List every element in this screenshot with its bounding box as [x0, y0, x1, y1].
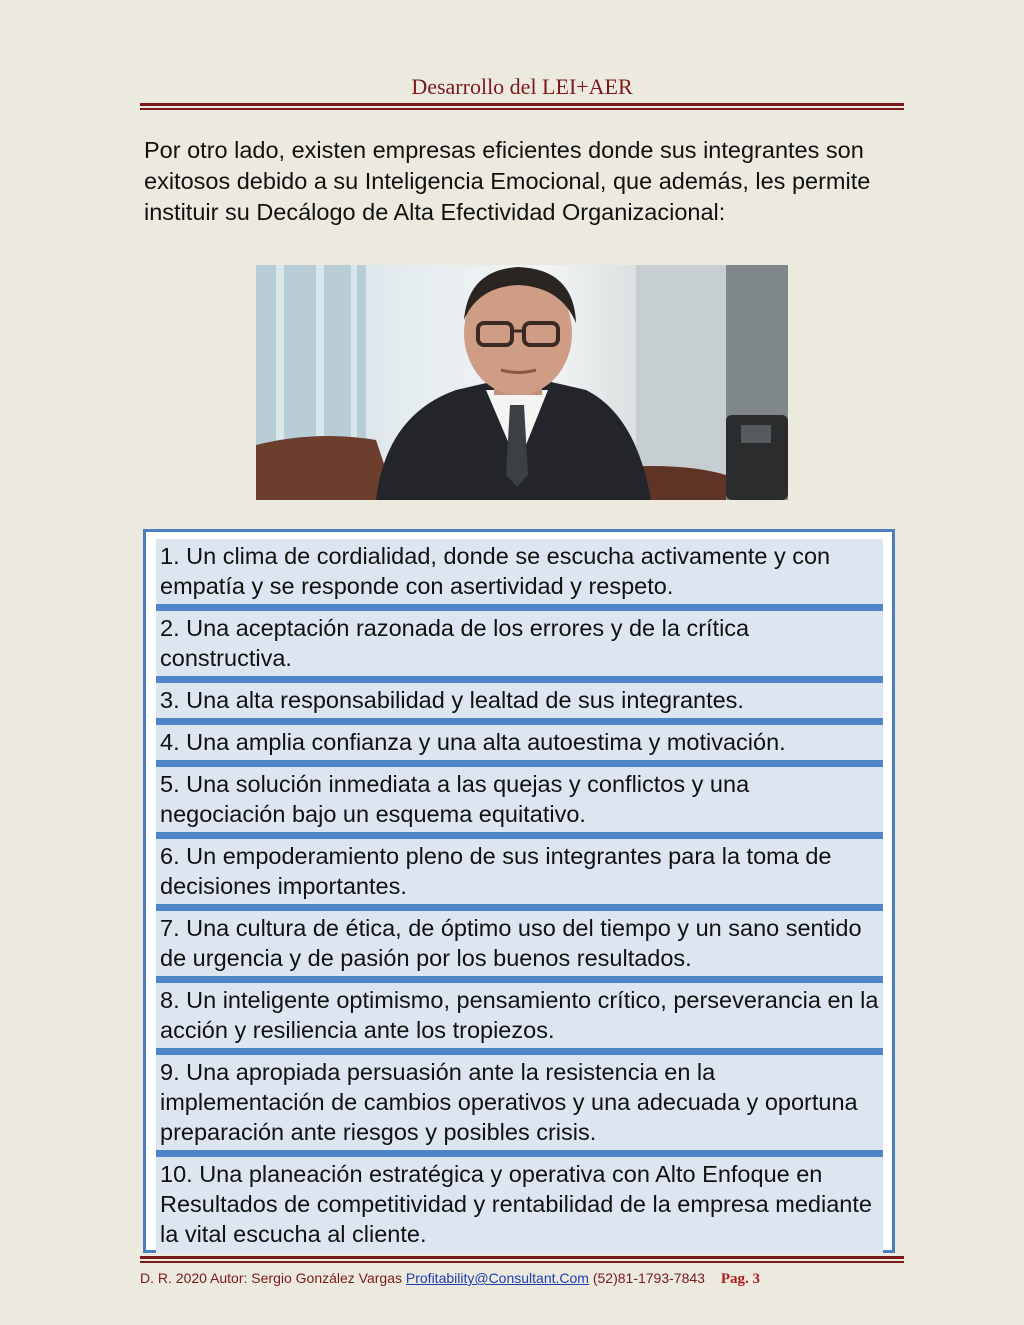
page-number: Pag. 3	[720, 1271, 760, 1287]
decalogo-item: 6. Un empoderamiento pleno de sus integrantes para la toma de decisiones importantes.	[156, 839, 883, 911]
decalogo-item: 4. Una amplia confianza y una alta autoestima y motivación.	[156, 725, 883, 767]
header-rule	[140, 103, 904, 110]
portrait-illustration	[256, 265, 788, 500]
decalogo-list	[156, 539, 883, 1253]
footer-author: D. R. 2020 Autor: Sergio González Vargas	[140, 1270, 402, 1286]
decalogo-item: 7. Una cultura de ética, de óptimo uso del tiempo y un sano sentido de urgencia y de pasión por los buenos resultados.	[156, 911, 883, 983]
page-header-title: Desarrollo del LEI+AER	[411, 74, 633, 99]
footer-rule	[140, 1256, 904, 1263]
intro-paragraph: Por otro lado, existen empresas eficientes donde sus integrantes son exitosos debido a su Inteligencia Emocional, que además, les permite instituir su Decálogo de Alta Efectividad Organizacional:	[144, 137, 871, 225]
decalogo-item: 8. Un inteligente optimismo, pensamiento crítico, perseverancia en la acción y resiliencia ante los tropiezos.	[156, 983, 883, 1055]
decalogo-item: 10. Una planeación estratégica y operativa con Alto Enfoque en Resultados de competitividad y rentabilidad de la empresa mediante la vital escucha al cliente.	[156, 1157, 883, 1253]
footer-email-link[interactable]: Profitability@Consultant.Com	[405, 1270, 589, 1286]
decalogo-item: 9. Una apropiada persuasión ante la resistencia en la implementación de cambios operativos y una adecuada y oportuna preparación ante riesgos y posibles crisis.	[156, 1055, 883, 1157]
portrait-photo	[256, 265, 788, 500]
decalogo-item: 5. Una solución inmediata a las quejas y conflictos y una negociación bajo un esquema equitativo.	[156, 767, 883, 839]
footer-phone: (52)81-1793-7843	[592, 1270, 705, 1286]
decalogo-item: 1. Un clima de cordialidad, donde se escucha activamente y con empatía y se responde con asertividad y respeto.	[156, 539, 883, 611]
decalogo-item: 2. Una aceptación razonada de los errores y de la crítica constructiva.	[156, 611, 883, 683]
decalogo-item: 3. Una alta responsabilidad y lealtad de sus integrantes.	[156, 683, 883, 725]
page-footer	[140, 1270, 904, 1288]
